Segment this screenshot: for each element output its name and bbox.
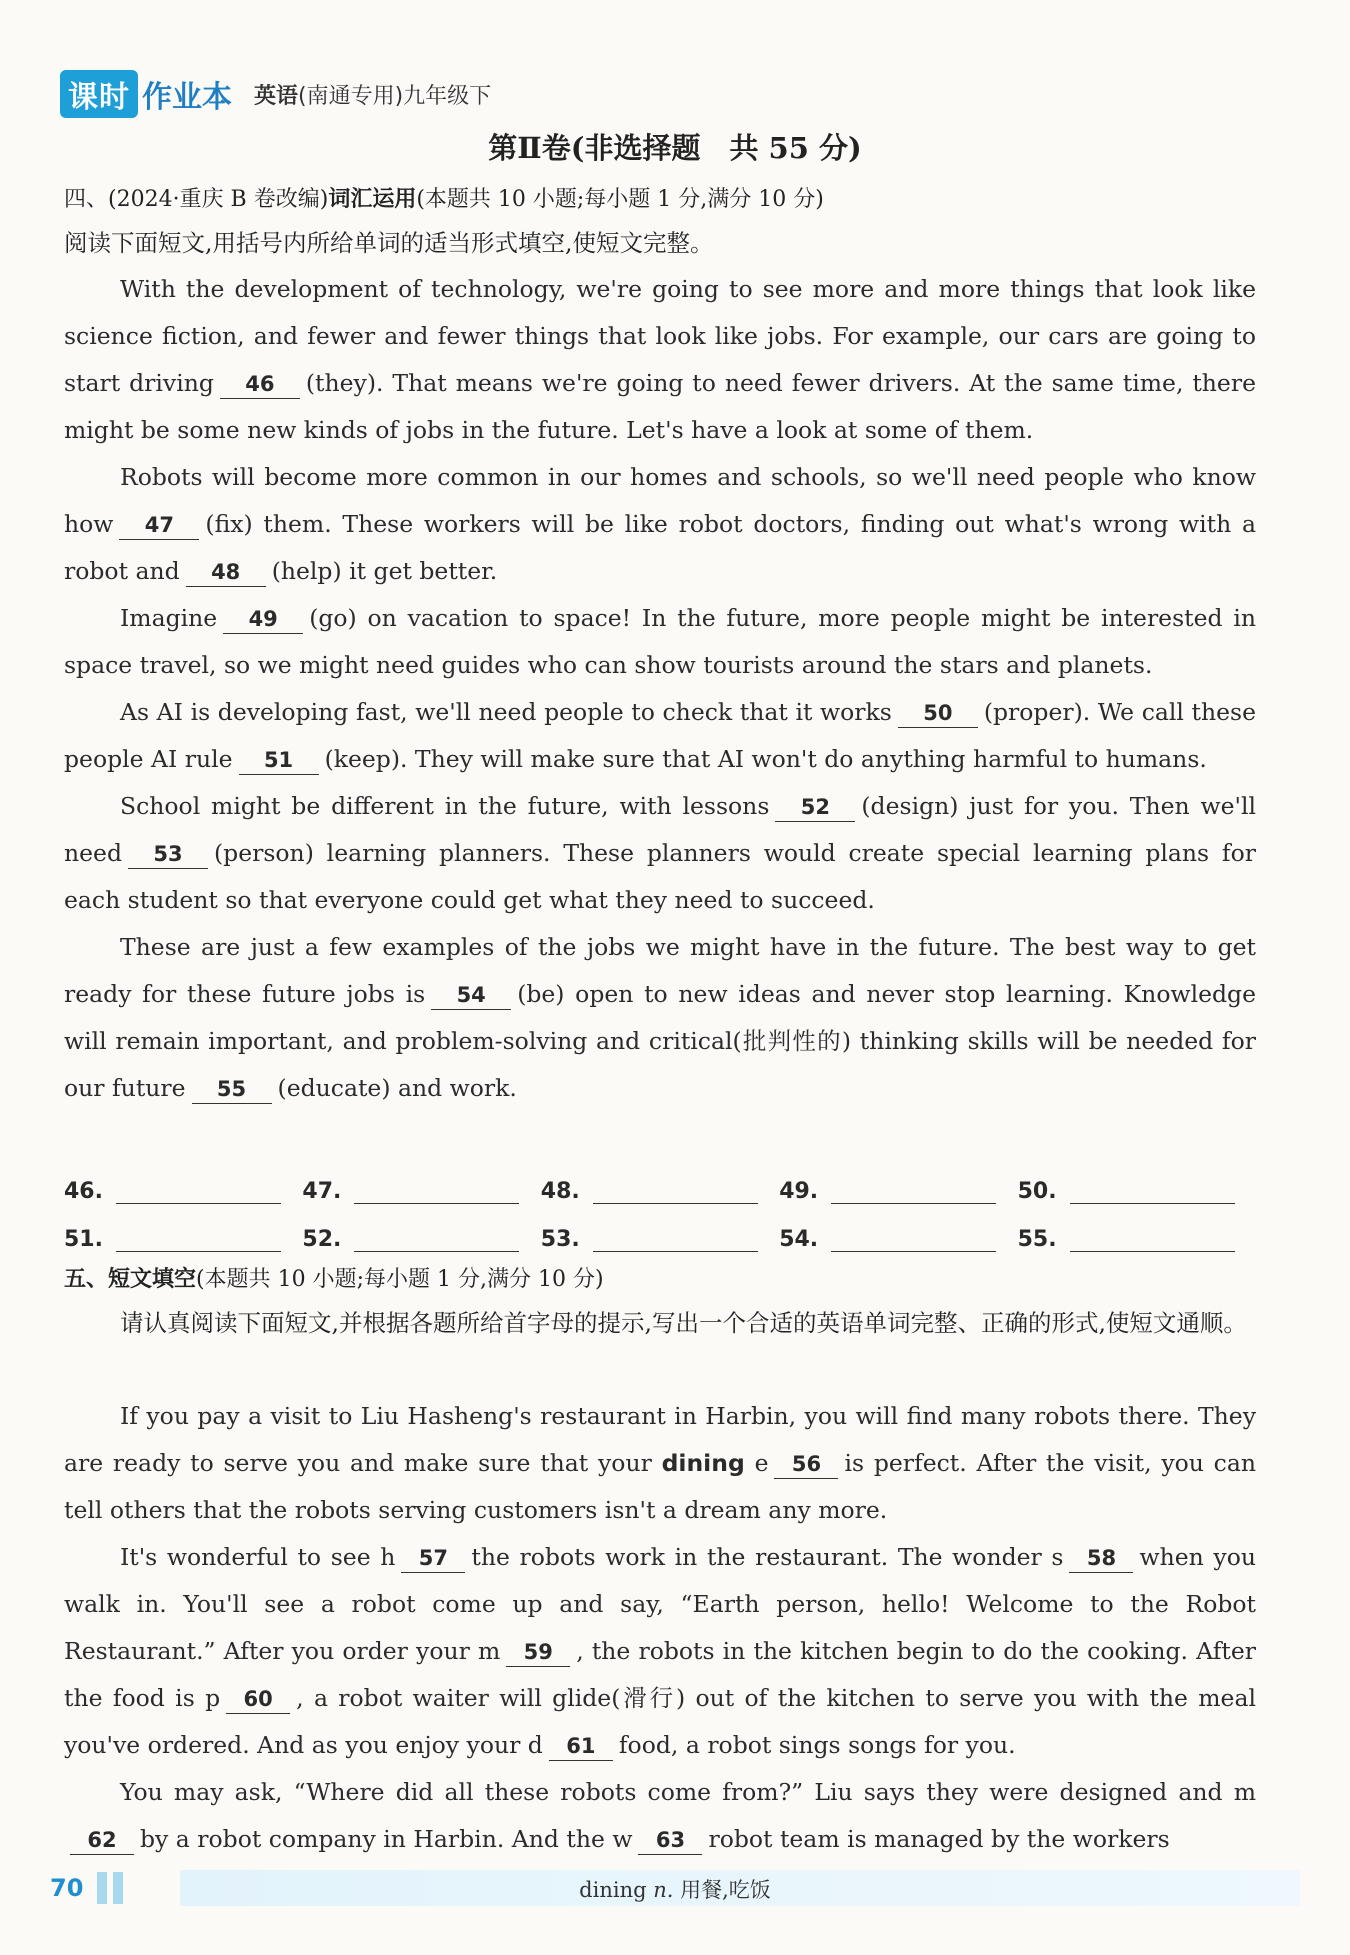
page-header [60,72,491,116]
answer-line[interactable] [1070,1175,1235,1204]
blank-61[interactable]: 61 [549,1732,613,1761]
text: With the development of technology, we're going to see more and more things that look like science fiction, and fewer and fewer things that look like jobs. For example, our cars are going to start driving [64,275,1256,397]
text: when you walk in. You'll see a robot come up and say, “Earth person, hello! Welcome to the Robot Restaurant.” After you order your m [64,1543,1256,1665]
blank-52[interactable]: 52 [775,793,855,822]
blank-56[interactable]: 56 [774,1450,838,1479]
blank-50[interactable]: 50 [898,699,978,728]
section4-head-bold: 词汇运用 [328,186,417,212]
text: , the robots in the kitchen begin to do the cooking. After the food is p [64,1637,1256,1712]
blank-55[interactable]: 55 [192,1075,272,1104]
blank-54[interactable]: 54 [431,981,511,1010]
note-pos: n. [653,1878,674,1902]
answer-cell [541,1164,779,1204]
s5-paragraph-3 [64,1769,1256,1863]
answer-line[interactable] [354,1223,519,1252]
text: These are just a few examples of the jobs we might have in the future. The best way to get ready for these future jobs is [64,933,1256,1008]
answer-line[interactable] [354,1175,519,1204]
text: is perfect. After the visit, you can tell others that the robots serving customers isn't a dream any more. [64,1449,1256,1524]
s4-paragraph-3 [64,595,1256,689]
answer-grid [64,1164,1256,1252]
answer-cell [64,1212,302,1252]
blank-51[interactable]: 51 [239,746,319,775]
s4-paragraph-5 [64,783,1256,924]
blank-57[interactable]: 57 [401,1544,465,1573]
answer-line[interactable] [116,1175,281,1204]
section5-head-bold: 五、短文填空 [64,1266,197,1292]
blank-49[interactable]: 49 [223,605,303,634]
blank-47[interactable]: 47 [119,511,199,540]
blank-53[interactable]: 53 [128,840,208,869]
s4-paragraph-1 [64,266,1256,454]
logo-keshi: 课时 [60,70,138,118]
text: You may ask, “Where did all these robots come from?” Liu says they were designed and m [120,1778,1256,1806]
text: by a robot company in Harbin. And the w [140,1825,633,1853]
blank-58[interactable]: 58 [1069,1544,1133,1573]
answer-line[interactable] [593,1175,758,1204]
text: If you pay a visit to Liu Hasheng's restaurant in Harbin, you will find many robots there. They are ready to serve you and make sure that your [64,1402,1256,1477]
section4-head-suffix: (本题共 10 小题;每小题 1 分,满分 10 分) [416,187,824,212]
section5-heading [64,1262,604,1293]
logo-zuoye: 作业本 [142,80,232,115]
s4-paragraph-6 [64,924,1256,1112]
answer-line[interactable] [1070,1223,1235,1252]
blank-63[interactable]: 63 [638,1826,702,1855]
answer-number: 55. [1017,1227,1057,1252]
section5-passage [64,1393,1256,1863]
blank-59[interactable]: 59 [506,1638,570,1667]
section5-instruction: 请认真阅读下面短文,并根据各题所给首字母的提示,写出一个合适的英语单词完整、正确的形式,使短文通顺。 [120,1309,1247,1337]
text: (be) open to new ideas and never stop learning. Knowledge will remain important, and problem-solving and critical(批判性的) thinking skills will be needed for our future [64,980,1256,1102]
dining-word: dining [661,1449,745,1477]
answer-cell [1018,1164,1256,1204]
s5-paragraph-1 [64,1393,1256,1534]
answer-number: 53. [540,1227,580,1252]
text: (person) learning planners. These planners would create special learning plans for each student so that everyone could get what they need to succeed. [64,839,1256,914]
answer-cell [302,1212,540,1252]
answer-line[interactable] [593,1223,758,1252]
answer-number: 52. [302,1227,342,1252]
answer-cell [541,1212,779,1252]
text: the robots work in the restaurant. The wonder s [471,1543,1064,1571]
answer-line[interactable] [116,1223,281,1252]
text: food, a robot sings songs for you. [618,1731,1016,1759]
answer-number: 51. [64,1227,103,1252]
header-subject: 英语 [254,83,299,109]
text: , a robot waiter will glide(滑行) out of the kitchen to serve you with the meal you've ordered. And as you enjoy your d [64,1684,1256,1759]
header-edition: (南通专用)九年级下 [298,83,492,109]
text: Robots will become more common in our homes and schools, so we'll need people who know how [64,463,1256,538]
blank-62[interactable]: 62 [70,1826,134,1855]
text: e [754,1449,769,1477]
s4-paragraph-4 [64,689,1256,783]
text: (fix) them. These workers will be like robot doctors, finding out what's wrong with a robot and [64,510,1256,585]
answer-number: 46. [64,1179,103,1204]
note-meaning: 用餐,吃饭 [680,1878,771,1902]
section4-head-prefix: 四、(2024·重庆 B 卷改编) [64,187,329,212]
answer-number: 50. [1017,1179,1057,1204]
note-word: dining [579,1878,647,1902]
logo [60,70,232,118]
answer-cell [302,1164,540,1204]
answer-cell [779,1212,1017,1252]
answer-line[interactable] [831,1223,996,1252]
answer-cell [779,1164,1017,1204]
blank-46[interactable]: 46 [220,370,300,399]
section5-head-suffix: (本题共 10 小题;每小题 1 分,满分 10 分) [196,1267,604,1292]
answer-number: 47. [302,1179,342,1204]
text: (they). That means we're going to need fewer drivers. At the same time, there might be some new kinds of jobs in the future. Let's have a look at some of them. [64,369,1256,444]
answer-cell [64,1164,302,1204]
section4-heading [64,182,824,213]
s5-paragraph-2 [64,1534,1256,1769]
text: (design) just for you. Then we'll need [64,792,1256,867]
text: (proper). We call these people AI rule [64,698,1256,773]
page-footer [50,1866,1300,1910]
header-subject-line [254,79,491,110]
blank-60[interactable]: 60 [226,1685,290,1714]
blank-48[interactable]: 48 [186,558,266,587]
text: School might be different in the future, with lessons [120,792,770,820]
page-number: 70 [50,1874,84,1902]
text: (educate) and work. [277,1074,517,1102]
section4-passage [64,266,1256,1112]
text: robot team is managed by the workers [708,1825,1170,1853]
answer-cell [1018,1212,1256,1252]
section4-instruction: 阅读下面短文,用括号内所给单词的适当形式填空,使短文完整。 [64,229,714,257]
text: Imagine [120,604,218,632]
answer-number: 49. [779,1179,819,1204]
s4-paragraph-2 [64,454,1256,595]
answer-number: 54. [779,1227,819,1252]
text: As AI is developing fast, we'll need people to check that it works [120,698,892,726]
volume-title: 第Ⅱ卷(非选择题 共 55 分) [488,131,862,165]
text: (help) it get better. [271,557,498,585]
answer-line[interactable] [831,1175,996,1204]
text: It's wonderful to see h [120,1543,396,1571]
footer-vocab-note [50,1874,1300,1904]
answer-number: 48. [540,1179,580,1204]
text: (go) on vacation to space! In the future, more people might be interested in space travel, so we might need guides who can show tourists around the stars and planets. [64,604,1256,679]
text: (keep). They will make sure that AI won't do anything harmful to humans. [324,745,1207,773]
